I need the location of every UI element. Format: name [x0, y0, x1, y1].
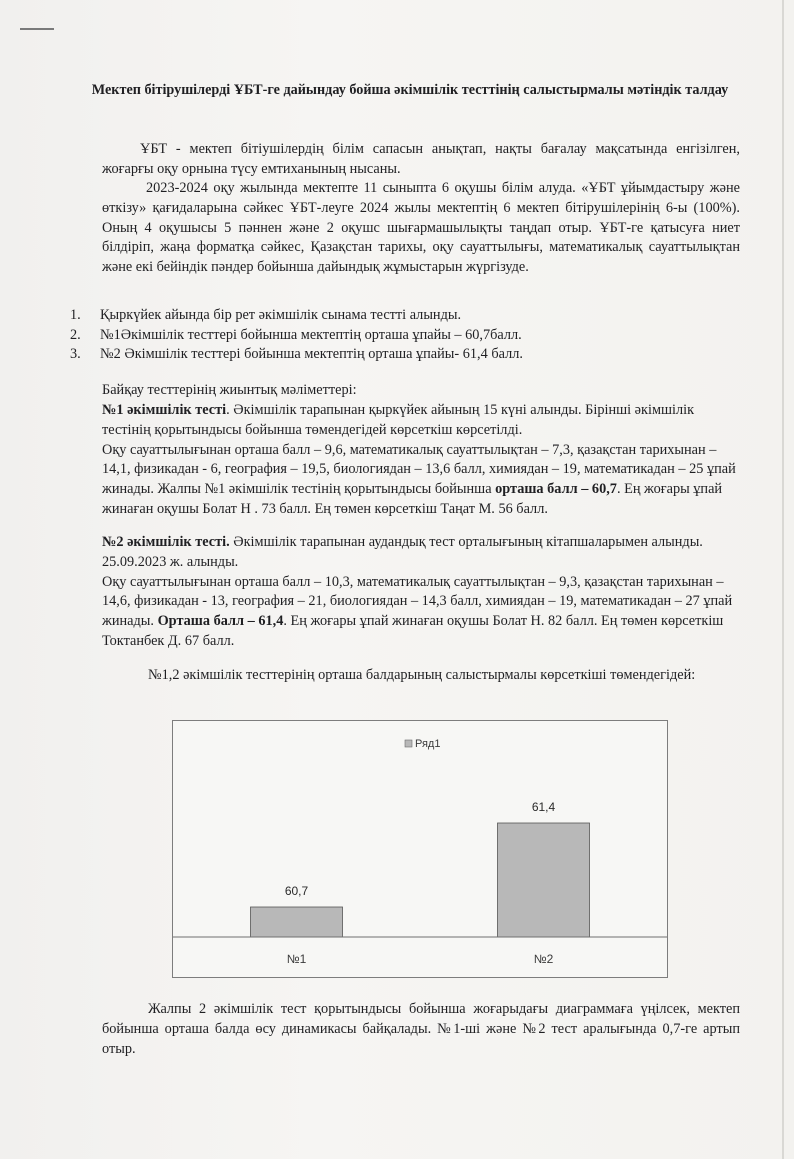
list-item — [70, 326, 730, 346]
list-item — [70, 306, 730, 326]
list-text: №2 Әкімшілік тесттері бойынша мектептің орташа ұпайы- 61,4 балл. — [100, 346, 523, 363]
legend-label: Ряд1 — [415, 738, 441, 750]
conclusion-paragraph: Жалпы 2 әкімшілік тест қорытындысы бойынша жоғарыдағы диаграммаға үңілсек, мектеп бойынша орташа балда өсу динамикасы байқалады. №1-ші және №2 тест аралығында 0,7-ге артып отыр. — [102, 1001, 740, 1057]
facts-list — [70, 306, 730, 365]
test1-text-a: . Әкімшілік тарапынан қыркүйек айының 15 күні алынды. Бірінші әкімшілік тестінің қорытындысы бойынша төмендегідей көрсеткіш көрсетілді. — [102, 402, 695, 438]
bar-chart-svg — [173, 721, 667, 977]
list-number: 1. — [70, 307, 81, 323]
document-title: Мектеп бітірушілерді ҰБТ-ге дайындау бойша әкімшілік тесттінің салыстырмалы мәтіндік талдау — [91, 82, 729, 98]
test2-average: Орташа балл – 61,4 — [157, 613, 284, 630]
test1-average: орташа балл – 60,7 — [495, 481, 617, 498]
chart-intro: №1,2 әкімшілік тесттерінің орташа балдарының салыстырмалы көрсеткіші төмендегідей: — [148, 667, 696, 683]
summary-heading: Байқау тесттерінің жиынтық мәліметтері: — [102, 382, 357, 398]
test1-text-c: . Ең жоғары ұпай жинаған оқушы Болат Н . 73 балл. Ең төмен көрсеткіш Таңат М. 56 балл. — [102, 481, 723, 517]
list-text: Қыркүйек айында бір рет әкімшілік сынама тестті алынды. — [100, 307, 462, 323]
intro-paragraph-1: ҰБТ - мектеп бітіушілердің білім сапасын анықтап, нақты бағалау мақсатында енгізілген, жоғарғы оқу орнына түсу емтиханының нысаны. — [102, 141, 740, 177]
category-label-2: №2 — [533, 952, 554, 966]
test2-block — [102, 533, 742, 652]
list-item — [70, 345, 730, 365]
test1-title: №1 әкімшілік тесті — [102, 402, 227, 418]
test2-text-b: Оқу сауаттылығынан орташа балл – 10,3, математикалық сауаттылықтан – 9,3, қазақстан тарихынан – 14,6, физикадан - 13, география – 21, биологиядан – 14,3 балл, химиядан – 19, математикадан – 27 ұпай жинады. — [102, 573, 733, 630]
category-label-1: №1 — [286, 952, 307, 966]
intro-paragraph-2: 2023-2024 оқу жылында мектепте 11 сыныпта 6 оқушы білім алуда. «ҰБТ ұйымдастыру және өткізу» қағидаларына сәйкес ҰБТ-леуге 2024 жылы мектептің 6 мектеп бітірушілерінің 6-ы (100%). Оның 4 оқушысы 5 пәннен және 2 оқушс шығармашылықты таңдап отыр. ҰБТ-ге қатысуға ниет білдіріп, жаңа форматқа сәйкес, Қазақстан тарихы, оқу сауаттылығы, математикалық сауаттылықтан және екі бейіндік пәндер бойынша дайындық жұмыстарын жүргізуде. — [102, 180, 740, 276]
bar-chart — [172, 720, 668, 978]
chart-legend — [405, 738, 440, 750]
legend-swatch — [405, 740, 412, 747]
test1-block — [102, 401, 742, 520]
corner-mark — [20, 28, 54, 30]
test2-title: №2 әкімшілік тесті. — [102, 534, 230, 550]
test2-text-a: Әкімшілік тарапынан аудандық тест орталығының кітапшаларымен алынды. 25.09.2023 ж. алынды. — [102, 534, 703, 570]
list-number: 2. — [70, 326, 81, 343]
data-label-2: 61,4 — [531, 800, 556, 814]
bar-2 — [498, 823, 590, 937]
test2-text-c: . Ең жоғары ұпай жинаған оқушы Болат Н. 82 балл. Ең төмен көрсеткіш Токтанбек Д. 67 балл. — [102, 613, 724, 649]
test1-text-b: Оқу сауаттылығынан орташа балл – 9,6, математикалық сауаттылықтан – 7,3, қазақстан тарихынан – 14,1, физикадан - 6, география – 19,5, биологиядан – 13,6 балл, химиядан – 19, математикадан – 25 ұпай жинады. Жалпы №1 әкімшілік тестінің қорытындысы бойынша — [102, 441, 736, 498]
data-label-1: 60,7 — [284, 884, 309, 898]
bar-1 — [251, 907, 343, 937]
list-text: №1Әкімшілік тесттері бойынша мектептің орташа ұпайы – 60,7балл. — [100, 326, 522, 343]
list-number: 3. — [70, 346, 81, 363]
